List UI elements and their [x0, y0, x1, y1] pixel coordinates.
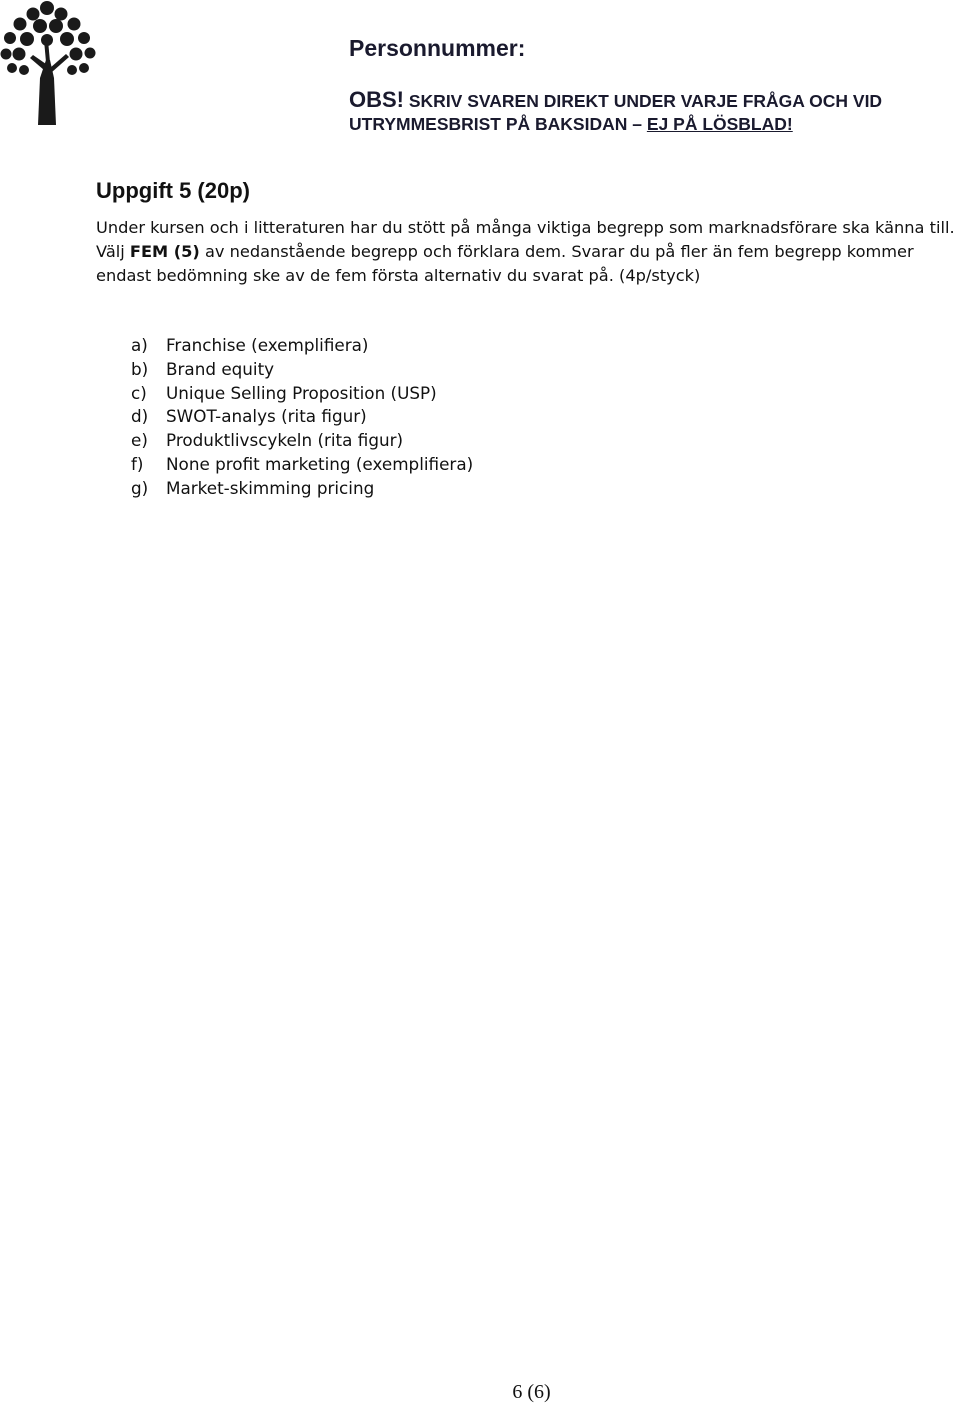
option-list [131, 334, 473, 501]
option-text: SWOT-analys (rita figur) [166, 406, 367, 427]
list-item [131, 429, 473, 453]
option-text: Produktlivscykeln (rita figur) [166, 430, 404, 451]
task-intro-part1: Under kursen och i litteraturen har du stött på många viktiga begrepp som marknadsförare ska känna till. Välj [96, 218, 955, 261]
tree-logo-icon [0, 0, 100, 130]
obs-emphasis: EJ PÅ LÖSBLAD! [646, 114, 793, 134]
option-letter: c) [131, 382, 147, 403]
list-item [131, 382, 473, 406]
list-item [131, 358, 473, 382]
task-intro-part2: av nedanstående begrepp och förklara dem. Svarar du på fler än fem begrepp kommer endast bedömning ske av de fem första alternativ du svarat på. (4p/styck) [96, 242, 914, 285]
option-text: Market-skimming pricing [166, 477, 375, 498]
obs-text: SKRIV SVAREN DIREKT UNDER VARJE FRÅGA OCH VID UTRYMMESBRIST PÅ BAKSIDAN [349, 91, 883, 134]
option-text: None profit marketing (exemplifiera) [166, 453, 474, 474]
list-item [131, 334, 473, 358]
list-item [131, 477, 473, 501]
option-letter: f) [131, 453, 144, 474]
task-title: Uppgift 5 (20p) [96, 178, 250, 203]
list-item [131, 453, 473, 477]
option-letter: a) [131, 335, 148, 355]
option-text: Brand equity [166, 358, 275, 379]
task-intro [96, 216, 956, 288]
list-item [131, 405, 473, 429]
option-text: Franchise (exemplifiera) [166, 335, 369, 355]
obs-instruction [349, 88, 949, 136]
option-letter: e) [131, 430, 148, 451]
page-number: 6 (6) [512, 1381, 551, 1403]
option-text: Unique Selling Proposition (USP) [166, 382, 437, 403]
option-letter: g) [131, 477, 149, 498]
obs-dash: – [632, 114, 642, 134]
option-letter: d) [131, 406, 149, 427]
option-letter: b) [131, 358, 149, 379]
personnummer-label: Personnummer: [349, 35, 526, 61]
obs-word: OBS! [349, 87, 404, 112]
task-intro-bold: FEM (5) [129, 242, 200, 261]
